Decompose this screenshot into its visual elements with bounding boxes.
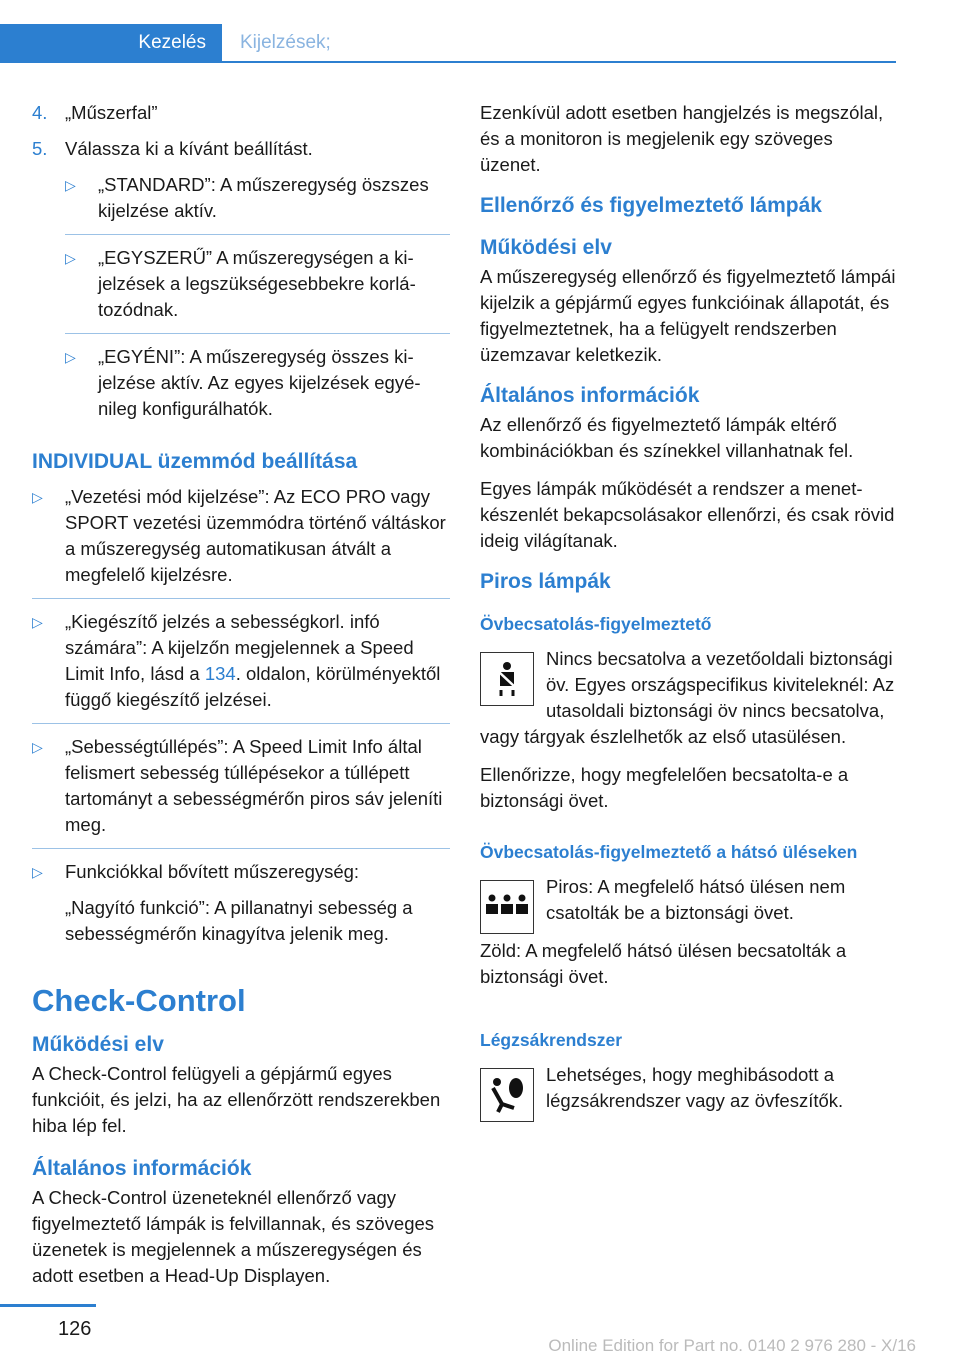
lamp-heading: Övbecsatolás-figyelmeztető — [480, 614, 712, 634]
triangle-bullet-icon: ▷ — [32, 864, 43, 880]
lamp-entry: Lehetséges, hogy meghibásodott a légzsákrendszer vagy az övfeszítők. — [480, 1062, 898, 1126]
left-column — [32, 100, 450, 1301]
footer-rule — [0, 1304, 96, 1307]
header-rule — [0, 61, 896, 63]
paragraph: A műszeregység ellenőrző és figyelmeztető lámpái kijelzik a gépjármű egyes funkcióinak állapotát, és figyelmeztetnek, ha a felügyelt rendszerben üzemzavar keletkezik. — [480, 266, 896, 365]
triangle-bullet-icon: ▷ — [32, 489, 43, 505]
triangle-bullet-icon: ▷ — [32, 739, 43, 755]
seatbelt-icon — [480, 652, 534, 706]
step-item: 5. Válassza ki a kívánt beállítást. — [32, 138, 313, 159]
section-tab-active[interactable]: Kezelés — [0, 24, 222, 62]
header-bar — [0, 24, 896, 62]
individual-item: ▷ „Vezetési mód kijelzése”: Az ECO PRO vagy SPORT vezetési üzemmódra történő váltáskor a műszeregység automatikusan átvált a megfelelő kijelzésre. — [32, 484, 450, 599]
page-number: 126 — [58, 1318, 92, 1340]
subheading: Általános információk — [32, 1157, 252, 1180]
individual-item: ▷ „Kiegészítő jelzés a sebességkorl. infó számára”: A kijelzőn megjelennek a Speed Limit Info, lásd a 134. oldalon, körülményektől függő kiegészítő jelzései. — [32, 609, 450, 724]
individual-item: ▷ „Sebességtúllépés”: A Speed Limit Info által felismert sebesség túllépésekor a túllépett tartományt a sebességmérőn piros sáv jeleníti meg. — [32, 734, 450, 849]
rear-seatbelt-icon — [480, 880, 534, 934]
triangle-bullet-icon: ▷ — [65, 349, 76, 365]
paragraph: A Check-Control felügyeli a gépjármű egyes funkcióit, és jelzi, ha az ellenőrzött rendszerekben hiba lép fel. — [32, 1063, 441, 1136]
triangle-bullet-icon: ▷ — [32, 614, 43, 630]
subheading: Általános információk — [480, 384, 700, 407]
page-link[interactable]: 134 — [204, 663, 236, 684]
subheading: Működési elv — [32, 1033, 164, 1056]
lamp-heading: Légzsákrendszer — [480, 1030, 623, 1050]
subheading: Működési elv — [480, 236, 612, 259]
option-item: ▷ „EGYÉNI”: A műszeregység összes kijelzése aktív. Az egyes kijelzések egyénileg konfigurálhatók. — [65, 344, 450, 432]
check-control-title: Check-Control — [32, 983, 246, 1018]
lamp-entry: Nincs becsatolva a vezetőoldali biztonsági öv. Egyes országspecifikus kiviteleknél: Az utasoldali biztonsági öv nincs becsatolva, vagy tárgyak észlelhetők az első utasülésen. — [480, 648, 895, 747]
subheading: Piros lámpák — [480, 570, 611, 593]
triangle-bullet-icon: ▷ — [65, 250, 76, 266]
paragraph: Egyes lámpák működését a rendszer a menetkészenlét bekapcsolásakor ellenőrzi, és csak rövid ideig világítanak. — [480, 478, 895, 551]
edition-note: Online Edition for Part no. 0140 2 976 280 - X/16 — [548, 1336, 916, 1355]
paragraph: Az ellenőrző és figyelmeztető lámpák eltérő kombinációkban és színekkel villanhatnak fel. — [480, 414, 854, 461]
section-tab-inactive[interactable]: Kijelzések; — [240, 32, 331, 53]
paragraph: A Check-Control üzeneteknél ellenőrző vagy figyelmeztető lámpák is felvillannak, és szöveges üzenetek is megjelennek a műszeregységen és adott esetben a Head-Up Displayen. — [32, 1187, 435, 1286]
individual-item: ▷ Funkciókkal bővített műszeregység: „Nagyító funkció”: A pillanatnyi sebesség a sebességmérőn kinagyítva jelenik meg. — [32, 859, 450, 957]
paragraph: Ellenőrizze, hogy megfelelően becsatolta-e a biztonsági övet. — [480, 764, 849, 811]
option-item: ▷ „EGYSZERŰ” A műszeregységen a kijelzések a legszükségesebbekre korlátozódnak. — [65, 245, 450, 334]
lamp-entry: Piros: A megfelelő hátsó ülésen nem csatolták be a biztonsági övet. Zöld: A megfelelő hátsó ülésen becsatolták a biztonsági övet. — [480, 876, 847, 987]
step-item: 4. „Műszerfal” — [32, 102, 158, 123]
individual-heading: INDIVIDUAL üzemmód beállítása — [32, 450, 358, 473]
right-column — [480, 100, 898, 1126]
airbag-icon — [480, 1068, 534, 1122]
section-heading: Ellenőrző és figyelmeztető lámpák — [480, 194, 822, 217]
triangle-bullet-icon: ▷ — [65, 177, 76, 193]
option-item: ▷ „STANDARD”: A műszeregység öszszes kijelzése aktív. — [65, 172, 450, 235]
paragraph: Ezenkívül adott esetben hangjelzés is megszólal, és a monitoron is megjelenik egy szöveges üzenet. — [480, 102, 884, 175]
lamp-heading: Övbecsatolás-figyelmeztető a hátsó üléseken — [480, 842, 858, 862]
